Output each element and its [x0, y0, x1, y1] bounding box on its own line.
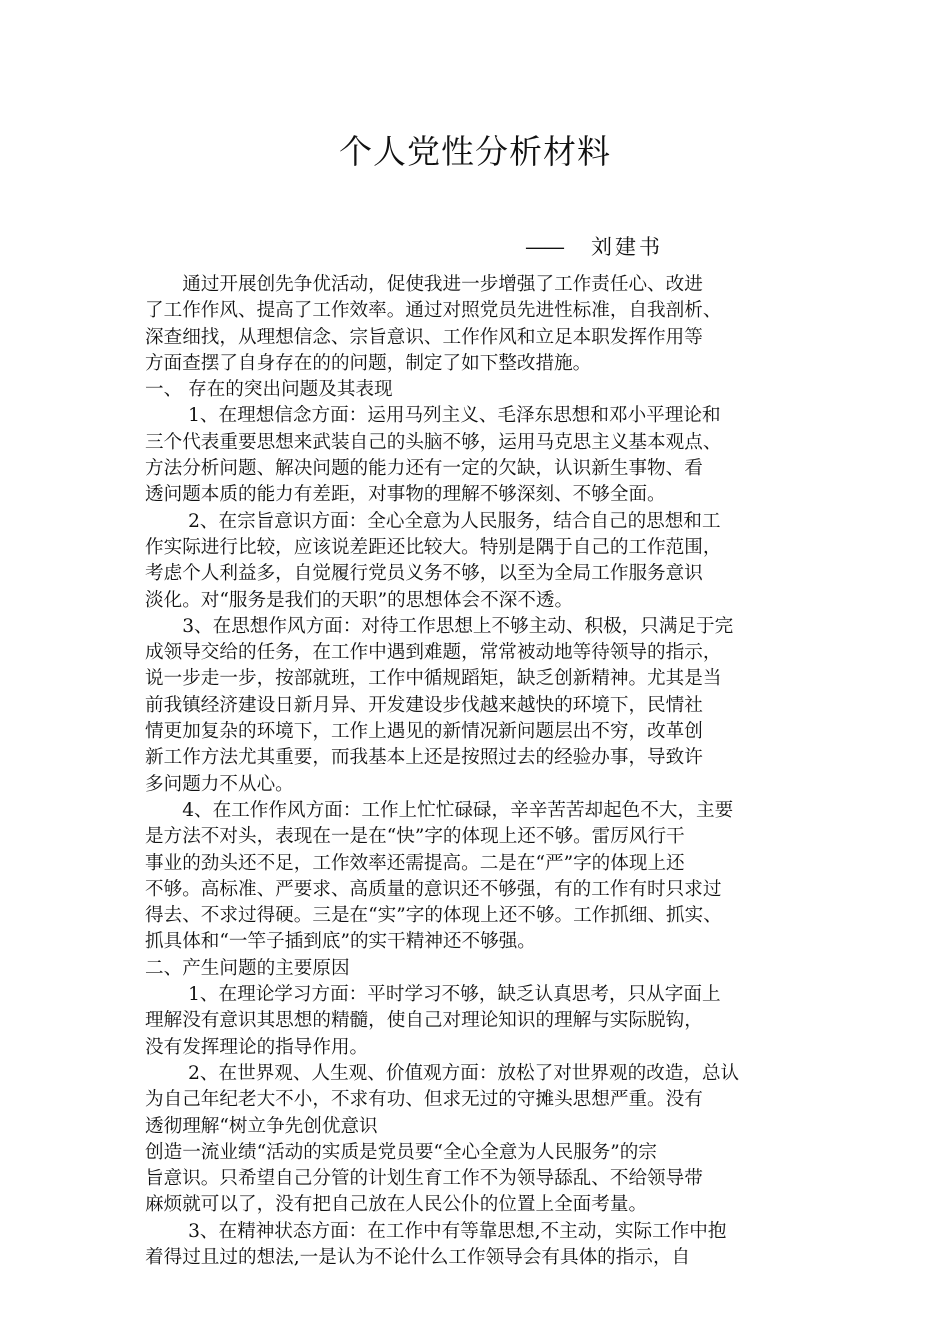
text-line: 4、在工作作风方面：工作上忙忙碌碌，辛辛苦苦却起色不大，主要: [145, 799, 734, 821]
text-line: 3、在精神状态方面：在工作中有等靠思想,不主动，实际工作中抱: [145, 1220, 727, 1242]
text-line: 情更加复杂的环境下，工作上遇见的新情况新问题层出不穷，改革创: [145, 721, 703, 743]
text-line: 深查细找，从理想信念、宗旨意识、工作作风和立足本职发挥作用等: [145, 326, 703, 348]
text-line: 得去、不求过得硬。三是在“实”字的体现上还不够。工作抓细、抓实、: [145, 905, 722, 927]
author-dash: ——: [525, 235, 563, 259]
text-line: 作实际进行比较，应该说差距还比较大。特别是隅于自己的工作范围，: [145, 536, 722, 558]
text-line: 通过开展创先争优活动，促使我进一步增强了工作责任心、改进: [145, 274, 703, 295]
text-line: 透问题本质的能力有差距，对事物的理解不够深刻、不够全面。: [145, 484, 666, 506]
text-line: 不够。高标准、严要求、高质量的意识还不够强，有的工作有时只求过: [145, 878, 722, 900]
text-line: 淡化。对“服务是我们的天职”的思想体会不深不透。: [145, 589, 574, 611]
text-line: 抓具体和“一竿子插到底”的实干精神还不够强。: [145, 931, 536, 953]
text-line: 方面查摆了自身存在的的问题，制定了如下整改措施。: [145, 352, 592, 374]
text-line: 3、在思想作风方面：对待工作思想上不够主动、积极，只满足于完: [145, 615, 734, 637]
text-line: 为自己年纪老大不小，不求有功、但求无过的守摊头思想严重。没有: [145, 1089, 703, 1111]
text-line: 2、在世界观、人生观、价值观方面：放松了对世界观的改造，总认: [145, 1062, 740, 1084]
text-line: 说一步走一步，按部就班，工作中循规蹈矩，缺乏创新精神。尤其是当: [145, 668, 722, 690]
text-line: 没有发挥理论的指导作用。: [145, 1036, 369, 1058]
text-line: 旨意识。只希望自己分管的计划生育工作不为领导舔乱、不给领导带: [145, 1168, 703, 1190]
text-line: 考虑个人利益多，自觉履行党员义务不够，以至为全局工作服务意识: [145, 563, 703, 585]
text-line: 理解没有意识其思想的精髓，使自己对理论知识的理解与实际脱钩，: [145, 1010, 703, 1032]
text-line: 成领导交给的任务，在工作中遇到难题，常常被动地等待领导的指示，: [145, 642, 722, 664]
author-name: 刘建书: [591, 235, 663, 259]
text-line: 事业的劲头还不足，工作效率还需提高。二是在“严”字的体现上还: [145, 852, 685, 874]
section-heading: 一、 存在的突出问题及其表现: [145, 379, 393, 401]
author-line: [525, 232, 663, 262]
text-line: 1、在理想信念方面：运用马列主义、毛泽东思想和邓小平理论和: [145, 405, 721, 427]
text-line: 了工作作风、提高了工作效率。通过对照党员先进性标准，自我剖析、: [145, 300, 722, 322]
document-title: 个人党性分析材料: [339, 132, 611, 171]
text-line: 新工作方法尤其重要，而我基本上还是按照过去的经验办事，导致许: [145, 747, 703, 769]
text-line: 方法分析问题、解决问题的能力还有一定的欠缺，认识新生事物、看: [145, 458, 703, 480]
text-line: 前我镇经济建设日新月异、开发建设步伐越来越快的环境下，民情社: [145, 694, 703, 716]
text-line: 麻烦就可以了，没有把自己放在人民公仆的位置上全面考量。: [145, 1194, 648, 1216]
text-line: 2、在宗旨意识方面：全心全意为人民服务，结合自己的思想和工: [145, 510, 721, 532]
text-line: 1、在理论学习方面：平时学习不够，缺乏认真思考，只从字面上: [145, 984, 721, 1006]
body-text: [145, 272, 813, 1271]
text-line: 是方法不对头，表现在一是在“快”字的体现上还不够。雷厉风行干: [145, 826, 685, 848]
text-line: 着得过且过的想法,一是认为不论什么工作领导会有具体的指示，自: [145, 1246, 691, 1268]
text-line: 多问题力不从心。: [145, 773, 294, 795]
text-line: 透彻理解“树立争先创优意识: [145, 1115, 378, 1137]
text-line: 创造一流业绩“活动的实质是党员要“全心全意为人民服务”的宗: [145, 1141, 657, 1163]
section-heading: 二、产生问题的主要原因: [145, 957, 350, 979]
text-line: 三个代表重要思想来武装自己的头脑不够，运用马克思主义基本观点、: [145, 431, 722, 453]
